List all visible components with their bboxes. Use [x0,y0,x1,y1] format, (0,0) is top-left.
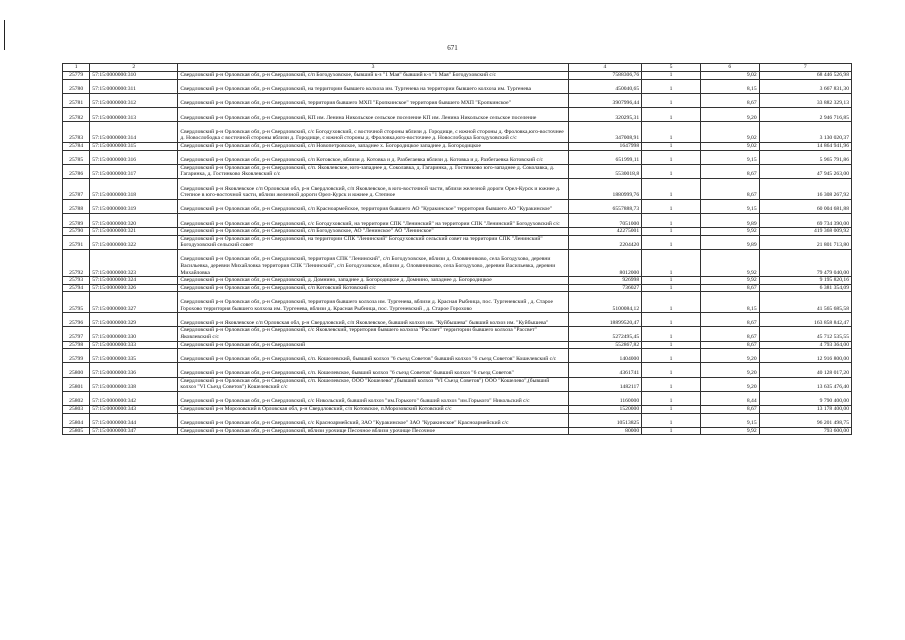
count-value: 1 [642,313,701,327]
rate-value: 8,15 [700,79,759,93]
table-row [63,327,852,341]
rate-value: 9,89 [700,235,759,249]
row-number: 25800 [63,363,90,377]
table-row [63,150,852,164]
count-value: 1 [642,107,701,121]
area-value: 42275001 [568,228,641,236]
location-description: Свердловский р-н Орловская обл, р-н Свердловский, на территории бывшего колхоза им. Тургенева на территории бывшего колхоза им. Тургенева [178,79,568,93]
cadastral-number: 57:15:0000000:312 [90,93,178,107]
rate-value: 9,20 [700,349,759,363]
cadastral-number: 57:15:0000000:315 [90,142,178,150]
rate-value: 9,20 [700,363,759,377]
rate-value: 8,67 [700,405,759,413]
row-number: 25802 [63,391,90,405]
count-value: 1 [642,405,701,413]
count-value: 1 [642,79,701,93]
table-row [63,79,852,93]
cadastral-value: 6 381 354,09 [759,284,851,292]
location-description: Свердловский р-н Орловская обл, р-н Свердловский, с/п Богодуховское, АО "Ленинское" АО "Ленинское" [178,228,568,236]
count-value: 1 [642,427,701,435]
cadastral-value: 419 368 009,92 [759,228,851,236]
area-value: 5530018,8 [568,164,641,178]
area-value: 5272495,45 [568,327,641,341]
col-header: 4 [568,64,641,72]
cadastral-number: 57:15:0000000:314 [90,122,178,143]
table-row [63,284,852,292]
cadastral-number: 57:15:0000000:338 [90,377,178,391]
row-number: 25795 [63,292,90,313]
cadastral-value: 14 864 941,96 [759,142,851,150]
location-description: Свердловский р-н Орловская обл, р-н Свердловский, с/с Богодуховский, на территории СПК "Ленинский" на территории СПК "Ленинский" Богодуховский с/с [178,213,568,227]
row-number: 25787 [63,178,90,199]
area-value: 450040,65 [568,79,641,93]
cadastral-value: 2 946 716,85 [759,107,851,121]
cadastral-number: 57:15:0000000:311 [90,79,178,93]
row-number: 25790 [63,228,90,236]
table-row [63,228,852,236]
area-value: 1404000 [568,349,641,363]
count-value: 1 [642,349,701,363]
cadastral-number: 57:15:0000000:333 [90,341,178,349]
row-number: 25792 [63,249,90,276]
cadastral-value: 41 565 685,58 [759,292,851,313]
count-value: 1 [642,142,701,150]
rate-value: 9,92 [700,277,759,285]
area-value: 80000 [568,427,641,435]
table-row [63,178,852,199]
rate-value: 9,92 [700,427,759,435]
cadastral-value: 12 916 800,00 [759,349,851,363]
location-description: Свердловский р-н Орловская обл, р-н Свердловский, д. Домнино, западнее д. Богородицкое д. Домнино, западнее д. Богородицкое [178,277,568,285]
cadastral-value: 9 195 820,16 [759,277,851,285]
col-header: 3 [178,64,568,72]
area-value: 6557888,73 [568,199,641,213]
count-value: 1 [642,341,701,349]
cadastral-value: 47 945 263,00 [759,164,851,178]
cadastral-number: 57:15:0000000:344 [90,413,178,427]
count-value: 1 [642,363,701,377]
rate-value: 9,02 [700,72,759,80]
table-row [63,427,852,435]
area-value: 552867,82 [568,341,641,349]
cadastral-number: 57:15:0000000:347 [90,427,178,435]
table-row [63,341,852,349]
cadastral-number: 57:15:0000000:329 [90,313,178,327]
location-description: Свердловский р-н Орловская обл, р-н Свердловский, с/с Яковлевский, территория бывшего колхоза "Рассвет" территории бывшего колхоза "Рассвет" Яковлевский с/с [178,327,568,341]
count-value: 1 [642,391,701,405]
table-row [63,72,852,80]
location-description: Свердловский р-н Орловская обл, р-н Свердловский, с/п. Кошелевское, ООО "Кошелево",(бывший колхоз "VI Съезд Советов") ООО "Кошелево",(бывший колхоз "VI Съезд Советов") Кошелевский с/с [178,377,568,391]
cadastral-value: 3 130 020,37 [759,122,851,143]
table-row [63,413,852,427]
row-number: 25794 [63,284,90,292]
cadastral-value: 13 178 400,00 [759,405,851,413]
cadastral-number: 57:15:0000000:327 [90,292,178,313]
cadastral-value: 9 790 400,00 [759,391,851,405]
count-value: 1 [642,284,701,292]
count-value: 1 [642,150,701,164]
location-description: Свердловский р-н Орловская обл, р-н Свердловский, с/п. Кошелевское, бывший колхоз "6 съезд Советов" бывший колхоз "6 съезд Советов" [178,363,568,377]
location-description: Свердловский р-н Орловская обл, р-н Свердловский, с/п Новопетровское, западнее х. Богородицкое западнее д. Богородицкое [178,142,568,150]
cadastral-value: 13 635 476,40 [759,377,851,391]
area-value: 3907996,44 [568,93,641,107]
cadastral-value: 68 446 526,98 [759,72,851,80]
location-description: Свердловский р-н Орловская обл, р-н Свердловский, с/п Красноармейское, территория бывшего АО "Куракинское" территория бывшего АО "Куракинское" [178,199,568,213]
count-value: 1 [642,327,701,341]
cadastral-value: 3 667 831,30 [759,79,851,93]
area-value: 1160000 [568,391,641,405]
area-value: 8012000 [568,249,641,276]
location-description: Свердловский р-н Орловская обл, р-н Свердловский, с/п Богодуховское, бывший к-з "1 Мая" бывший к-з "1 Мая" Богодуховский с/с [178,72,568,80]
row-number: 25791 [63,235,90,249]
area-value: 347008,91 [568,122,641,143]
row-number: 25798 [63,341,90,349]
table-row [63,363,852,377]
rate-value: 9,20 [700,377,759,391]
col-header: 2 [90,64,178,72]
rate-value: 8,15 [700,292,759,313]
rate-value: 8,67 [700,284,759,292]
cadastral-number: 57:15:0000000:320 [90,213,178,227]
area-value: 736027 [568,284,641,292]
count-value: 1 [642,292,701,313]
cadastral-number: 57:15:0000000:316 [90,150,178,164]
row-number: 25797 [63,327,90,341]
rate-value: 8,67 [700,341,759,349]
row-number: 25803 [63,405,90,413]
page-number: 671 [447,44,458,52]
cadastral-value: 5 965 791,86 [759,150,851,164]
count-value: 1 [642,213,701,227]
rate-value: 8,67 [700,93,759,107]
rate-value: 8,67 [700,178,759,199]
area-value: 320295,31 [568,107,641,121]
cadastral-value: 40 128 017,20 [759,363,851,377]
row-number: 25799 [63,349,90,363]
cadastral-value: 33 882 329,13 [759,93,851,107]
rate-value: 9,15 [700,413,759,427]
location-description: Свердловский р-н Орловская обл, р-н Свердловский, с/п Котовский Котовский с/с [178,284,568,292]
row-number: 25789 [63,213,90,227]
register-table [62,63,852,435]
table-row [63,313,852,327]
count-value: 1 [642,413,701,427]
cadastral-value: 21 801 713,80 [759,235,851,249]
location-description: Свердловский р-н Орловская обл, р-н Свердловский, с/с Богодуховский, с восточной стороны вблизи д. Городище, с южной стороны д. Фроловка,юго-восточнее д. Новослободка с восточной стороны вблизи д. Городище, с южной стороны д. Фроловка,юго-восточнее д. Новослободка Богодуховский с/с [178,122,568,143]
count-value: 1 [642,228,701,236]
col-header: 7 [759,64,851,72]
row-number: 25788 [63,199,90,213]
col-header: 5 [642,64,701,72]
location-description: Свердловский р-н Орловская обл, р-н Свердловский, территория бывшего колхоза им. Тургенева, вблизи д. Красная Рыбница, пос. Тургеневский , д. Старое Горохово территория бывшего колхоза им. Тургенева, вблизи д. Красная Рыбница, пос. Тургеневский , д. Старое Горохово [178,292,568,313]
location-description: Свердловский р-н Орловская обл, р-н Свердловский, на территории СПК "Ленинский" Богодуховский сельский совет на территории СПК "Ленинский" Богодуховский сельский совет [178,235,568,249]
count-value: 1 [642,377,701,391]
row-number: 25801 [63,377,90,391]
count-value: 1 [642,199,701,213]
rate-value: 9,02 [700,142,759,150]
cadastral-number: 57:15:0000000:321 [90,228,178,236]
area-value: 2204420 [568,235,641,249]
cadastral-value: 79 479 040,00 [759,249,851,276]
rate-value: 9,92 [700,249,759,276]
location-description: Свердловский р-н Орловская обл, р-н Свердловский, с/п. Яковлевское, юго-западнее д. Соколавка, д. Гагаринка, д. Гостинково юго-западнее д. Соколавка, д. Гагаринка, д. Гостинково Яковлевский с/с [178,164,568,178]
cadastral-value: 60 004 681,88 [759,199,851,213]
area-value: 4361741 [568,363,641,377]
location-description: Свердловский р-н Орловская обл, р-н Свердловский, КП им. Ленина Никольское сельское поселение КП им. Ленина Никольское сельское поселение [178,107,568,121]
table-row [63,405,852,413]
location-description: Свердловский р-н Яковлевское с/п Орловская обл, р-н Свердловский, с/п Яковлевское, в юго-восточной части, вблизи железной дороги Орел-Курск и южнее д. Степное в юго-восточной части, вблизи железной дороги Орел-Курск и южнее д. Степное [178,178,568,199]
col-header: 6 [700,64,759,72]
cadastral-number: 57:15:0000000:335 [90,349,178,363]
cadastral-number: 57:15:0000000:310 [90,72,178,80]
table-row [63,122,852,143]
location-description: Свердловский р-н Орловская обл, р-н Свердловский, с/п. Кошелевский, бывший колхоз "6 съезд Советов" бывший колхоз "6 съезд Советов" Кошелевский с/с [178,349,568,363]
count-value: 1 [642,72,701,80]
cadastral-value: 69 734 390,00 [759,213,851,227]
rate-value: 8,67 [700,327,759,341]
header-row [63,64,852,72]
row-number: 25796 [63,313,90,327]
area-value: 5100084,12 [568,292,641,313]
row-number: 25782 [63,107,90,121]
table-row [63,213,852,227]
table-row [63,235,852,249]
rate-value: 8,67 [700,313,759,327]
rate-value: 9,02 [700,122,759,143]
cadastral-value: 793 600,00 [759,427,851,435]
rate-value: 9,89 [700,213,759,227]
table-row [63,249,852,276]
cadastral-number: 57:15:0000000:318 [90,178,178,199]
table-row [63,377,852,391]
table-row [63,391,852,405]
cadastral-value: 16 308 267,92 [759,178,851,199]
row-number: 25804 [63,413,90,427]
area-value: 7588306,76 [568,72,641,80]
area-value: 651999,11 [568,150,641,164]
rate-value: 8,67 [700,164,759,178]
rate-value: 8,44 [700,391,759,405]
rate-value: 9,15 [700,150,759,164]
area-value: 1482117 [568,377,641,391]
row-number: 25786 [63,164,90,178]
location-description: Свердловский р-н Яковлевское с/п Орловская обл, р-н Свердловский, с/п Яковлевское, бывший колхоз им. "Куйбышева" бывший колхоз им. "Куйбышева" [178,313,568,327]
count-value: 1 [642,164,701,178]
count-value: 1 [642,277,701,285]
cadastral-number: 57:15:0000000:324 [90,277,178,285]
cadastral-value: 96 201 498,75 [759,413,851,427]
cadastral-number: 57:15:0000000:313 [90,107,178,121]
count-value: 1 [642,178,701,199]
row-number: 25780 [63,79,90,93]
cadastral-number: 57:15:0000000:330 [90,327,178,341]
table-row [63,142,852,150]
cadastral-value: 45 712 535,55 [759,327,851,341]
col-header: 1 [63,64,90,72]
table-row [63,277,852,285]
area-value: 926998 [568,277,641,285]
cadastral-number: 57:15:0000000:323 [90,249,178,276]
location-description: Свердловский р-н Орловская обл, р-н Свердловский, с/п Котовское, вблизи д. Котовка и д. Разбегаевка вблизи д. Котовка и д. Разбегаевка Котовский с/с [178,150,568,164]
table-row [63,164,852,178]
location-description: Свердловский р-н Орловская обл, р-н Свердловский [178,341,568,349]
cadastral-number: 57:15:0000000:317 [90,164,178,178]
table-row [63,292,852,313]
row-number: 25785 [63,150,90,164]
row-number: 25793 [63,277,90,285]
row-number: 25779 [63,72,90,80]
area-value: 1520000 [568,405,641,413]
area-value: 10513825 [568,413,641,427]
count-value: 1 [642,235,701,249]
cadastral-number: 57:15:0000000:322 [90,235,178,249]
count-value: 1 [642,93,701,107]
table-row [63,93,852,107]
table-row [63,107,852,121]
count-value: 1 [642,249,701,276]
area-value: 7051000 [568,213,641,227]
area-value: 1647998 [568,142,641,150]
row-number: 25784 [63,142,90,150]
count-value: 1 [642,122,701,143]
cadastral-number: 57:15:0000000:319 [90,199,178,213]
area-value: 18899520,47 [568,313,641,327]
row-number: 25783 [63,122,90,143]
location-description: Свердловский р-н Орловская обл, р-н Свердловский, с/с Никольский, бывший колхоз "им.Горького" бывший колхоз "им.Горького" Никольский с/с [178,391,568,405]
table-row [63,199,852,213]
rate-value: 9,15 [700,199,759,213]
rate-value: 9,92 [700,228,759,236]
location-description: Свердловский р-н Орловская обл, р-н Свердловский, вблизи урочище Песочное вблизи урочище Песочное [178,427,568,435]
rate-value: 9,20 [700,107,759,121]
location-description: Свердловский р-н Орловская обл, р-н Свердловский, территория СПК "Ленинский", с/п Богодуховское, вблизи д. Оловянниково, села Богодухово, деревни Васильевка, деревни Михайловка территория СПК "Ленинский", с/п Богодуховское, вблизи д. Оловянниково, села Богодухово, деревни Васильевка, деревни Михайловка [178,249,568,276]
cadastral-number: 57:15:0000000:342 [90,391,178,405]
row-number: 25781 [63,93,90,107]
cadastral-number: 57:15:0000000:336 [90,363,178,377]
table-row [63,349,852,363]
location-description: Свердловский р-н Орловская обл, р-н Свердловский, территория бывшего МХП "Еропкинское" территория бывшего МХП "Еропкинское" [178,93,568,107]
row-number: 25805 [63,427,90,435]
cadastral-number: 57:15:0000000:343 [90,405,178,413]
location-description: Свердловский р-н Орловская обл, р-н Свердловский, с/с Красноармейский, ЗАО "Куракинское" ЗАО "Куракинское" Красноармейский с/с [178,413,568,427]
cadastral-value: 4 793 364,00 [759,341,851,349]
cadastral-value: 163 858 842,47 [759,313,851,327]
location-description: Свердловский р-н Морозовский в Орловская обл, р-н Свердловский, с/п Котовское, п.Морозовский Котовский с/с [178,405,568,413]
area-value: 1880999,76 [568,178,641,199]
cadastral-number: 57:15:0000000:326 [90,284,178,292]
